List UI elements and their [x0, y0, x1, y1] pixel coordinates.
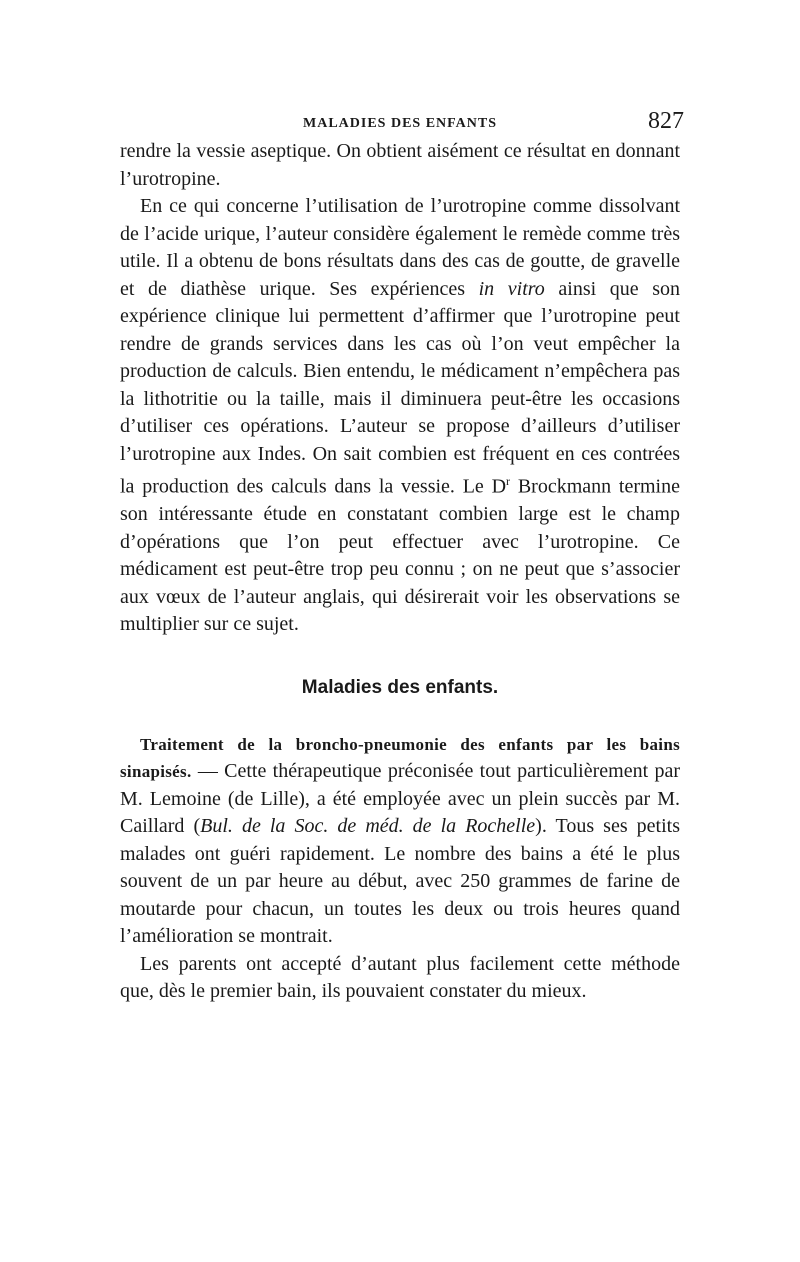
paragraph-treatment: [120, 731, 680, 951]
italic-term: in vitro: [478, 277, 545, 300]
paragraph-text: — Cette thérapeutique préconisée tout particulièrement par M. Lemoine (de Lille), a été employée avec un plein succès par M. Caillard (: [120, 760, 680, 838]
paragraph-text: Brockmann termine son intéressante étude en constatant combien large est le champ d’opérations que l’on peut effectuer avec l’urotropine. Ce médicament est peut-être trop peu connu ; on ne peut que s’associer aux vœux de l’auteur anglais, qui désirerait voir les observations se multiplier sur ce sujet.: [120, 475, 680, 636]
running-head: [120, 108, 684, 138]
section-title: Maladies des enfants.: [301, 676, 499, 698]
paragraph-text: En ce qui concerne l’utilisation de l’urotropine comme dissolvant de l’acide urique, l’auteur considère également le remède comme très utile. Il a obtenu de bons résultats dans des cas de goutte, de gravelle et de diathèse urique. Ses expériences: [120, 195, 680, 300]
citation: Bul. de la Soc. de méd. de la Rochelle: [200, 815, 536, 838]
running-title: MALADIES DES ENFANTS: [303, 116, 497, 131]
paragraph-text: ainsi que son expérience clinique lui permettent d’affirmer que l’urotropine peut rendre de grands services dans les cas où l’on veut empêcher la production de calculs. Bien entendu, le médicament n’empêchera pas la lithotritie ou la taille, mais il diminuera peut-être les occasions d’utiliser ces opérations. L’auteur se propose d’ailleurs d’utiliser l’urotropine aux Indes. On sait combien est fréquent en ces contrées la production des calculs dans la vessie. Le D: [120, 277, 681, 498]
paragraph-urotropine: [120, 193, 680, 639]
paragraph-continued: rendre la vessie aseptique. On obtient aisément ce résultat en donnant l’urotropine.: [120, 140, 680, 190]
lead-heading: Traitement de la broncho-pneumonie des enfants par les bains sinapisés.: [120, 734, 680, 782]
page-number: 827: [648, 108, 684, 134]
book-page: [120, 108, 684, 1006]
paragraph-parents: Les parents ont accepté d’autant plus facilement cette méthode que, dès le premier bain, ils pouvaient constater du mieux.: [120, 952, 680, 1003]
superscript: r: [506, 474, 511, 488]
paragraph-text: ). Tous ses petits malades ont guéri rapidement. Le nombre des bains a été le plus souvent de un par heure au début, avec 250 grammes de farine de moutarde pour chacun, un toutes les deux ou trois heures quand l’amélioration se montrait.: [120, 815, 680, 948]
